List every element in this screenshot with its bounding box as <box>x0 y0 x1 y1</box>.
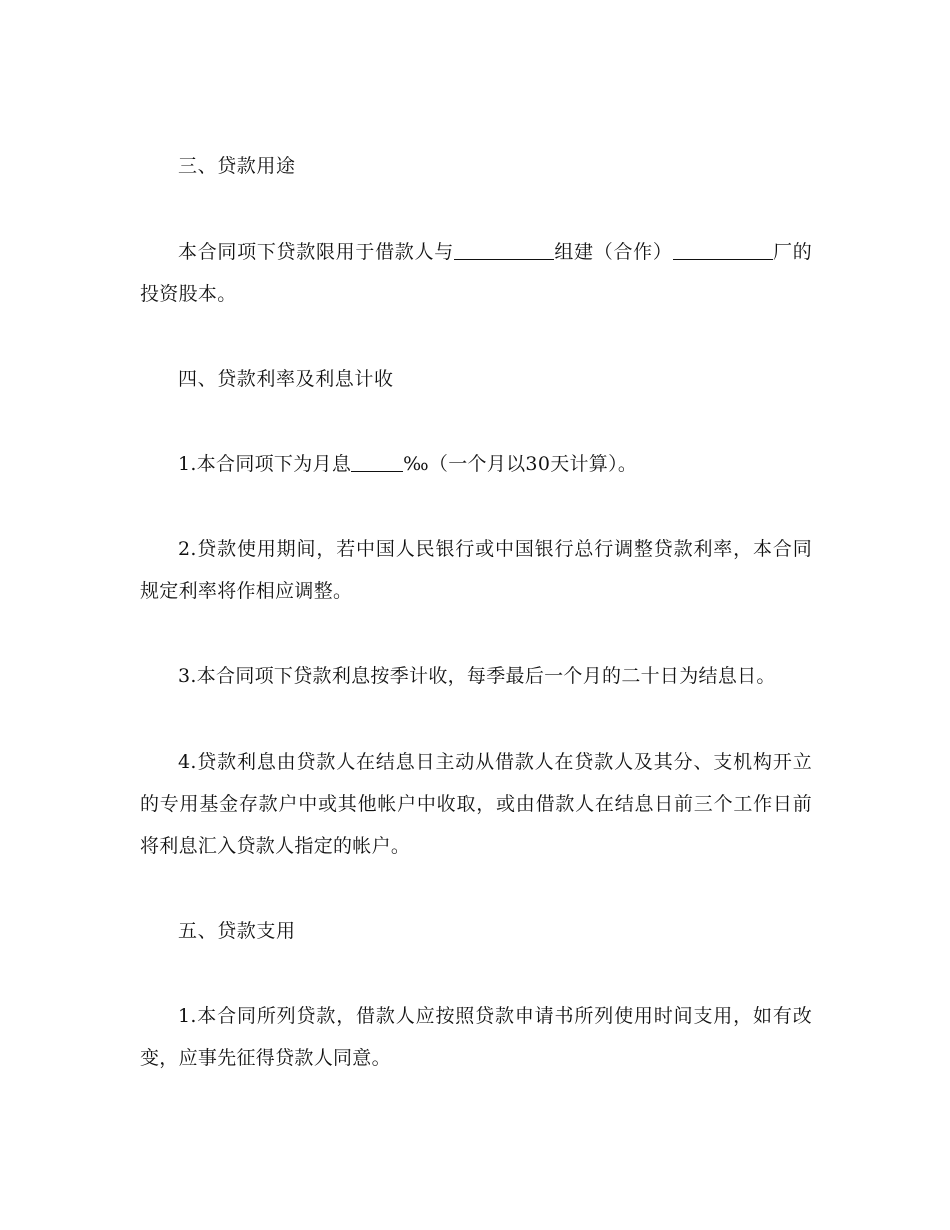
item-1-text-2: ‰（一个月以30天计算）。 <box>403 453 638 475</box>
section-4-heading <box>140 358 812 400</box>
section-5-item-1 <box>140 995 812 1079</box>
item-1-text-1: 1.本合同项下为月息 <box>178 453 352 475</box>
section-3-paragraph <box>140 231 812 315</box>
blank-factory-field <box>673 239 773 260</box>
item-2-text: 2.贷款使用期间，若中国人民银行或中国银行总行调整贷款利率，本合同规定利率将作相应调整。 <box>140 538 812 602</box>
section-3-text-2: 组建（合作） <box>553 241 673 263</box>
section-4-item-4 <box>140 741 812 867</box>
blank-partner-field <box>454 239 554 260</box>
item-3-text: 3.本合同项下贷款利息按季计收，每季最后一个月的二十日为结息日。 <box>178 665 776 687</box>
section-5-item-1-text: 1.本合同所列贷款，借款人应按照贷款申请书所列使用时间支用，如有改变，应事先征得贷款人同意。 <box>140 1005 812 1069</box>
section-5-heading-text: 五、贷款支用 <box>178 920 296 942</box>
section-3-text-1: 本合同项下贷款限用于借款人与 <box>178 241 454 263</box>
section-3-heading <box>140 145 812 187</box>
section-4-heading-text: 四、贷款利率及利息计收 <box>178 368 394 390</box>
section-3-heading-text: 三、贷款用途 <box>178 155 296 177</box>
blank-interest-rate-field <box>351 451 403 472</box>
section-5-heading <box>140 910 812 952</box>
section-3-text-3: 厂的投资股本。 <box>140 241 812 305</box>
section-4-item-1 <box>140 443 812 485</box>
section-4-item-2 <box>140 528 812 612</box>
item-4-text: 4.贷款利息由贷款人在结息日主动从借款人在贷款人及其分、支机构开立的专用基金存款户中或其他帐户中收取，或由借款人在结息日前三个工作日前将利息汇入贷款人指定的帐户。 <box>140 751 812 857</box>
section-4-item-3 <box>140 655 812 697</box>
